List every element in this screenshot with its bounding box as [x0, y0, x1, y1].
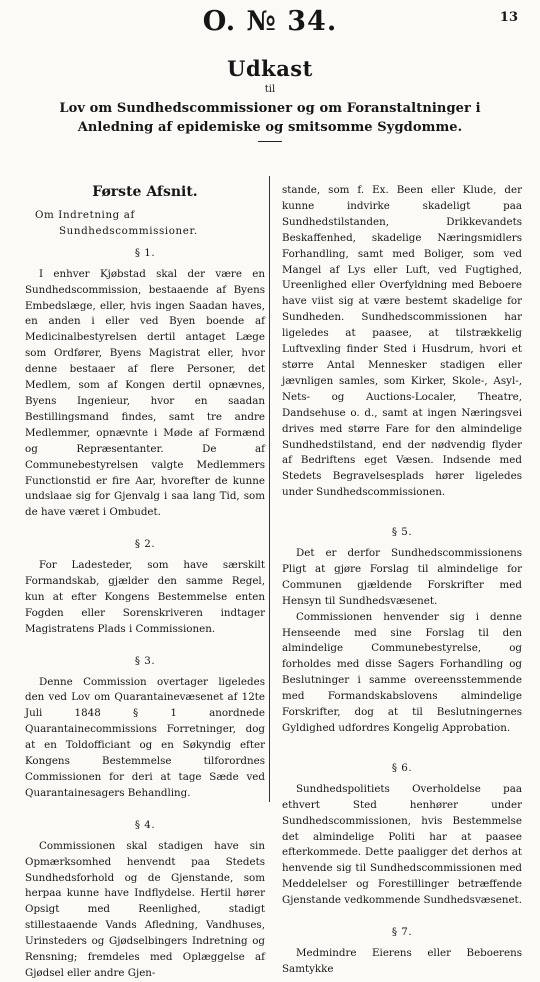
section-number: § 7.: [391, 926, 413, 939]
section-block: [25, 638, 265, 802]
paragraph: I enhver Kjøbstad skal der være en Sundhedscommission, bestaaende af Byens Embedslæge, eller, hvis ingen Saadan haves, en anden i eller ved Byen boende af Medicinalbestyrelsen dertil antaget Læge som Ordfører, Byens Magistrat eller, hvor denne bestaaer af flere Personer, det Medlem, som af Kongen dertil opnævnes, Byens Ingenieur, hvor en saadan Bestillingsmand findes, samt tre andre Medlemmer, opnævnte i Møde af Formænd og Repræsentanter. De af Communebestyrelsen valgte Medlemmers Functionstid er fire Aar, hvorefter de kunne undslaae sig for Gjenvalg i saa lang Tid, som de have været i Ombudet.: [25, 267, 265, 519]
section-block: [282, 909, 522, 978]
page-number: 13: [499, 10, 518, 25]
section-gap: [25, 802, 265, 812]
section-block: [25, 521, 265, 637]
part-heading: Om Indretning af Sundhedscommissioner.: [35, 209, 198, 237]
section-block: [282, 501, 522, 737]
paragraph: Sundhedspolitiets Overholdelse paa ethvert Sted henhører under Sundhedscommissionen, hvis Bestemmelse det almindelige Politi har at paasee efterkommede. Dette paaligger det derhos at henvende sig til Sundhedscommissionen med Meddelelser og Forestillinger betræffende Gjenstande vedkommende Sundhedsvæsenet.: [282, 782, 522, 907]
section-block: [282, 183, 522, 501]
paragraph: Commissionen skal stadigen have sin Opmærksomhed henvendt paa Stedets Sundhedsforhold og de Gjenstande, som herpaa kunne have Indflydelse. Hertil hører Opsigt med Reenlighed, stadigt stillestaaende Vands Afledning, Vandhuses, Urinsteders og Gjødselbingers Indretning og Rensning; fremdeles med Oplæggelse af Gjødsel eller andre Gjen-: [25, 839, 265, 979]
section-gap: [282, 909, 522, 919]
section-gap: [25, 638, 265, 648]
section-block: [282, 737, 522, 909]
paragraph: Denne Commission overtager ligeledes den ved Lov om Quarantainevæsenet af 12te Juli 1848 § 1 anordnede Quarantainecommissions Forretninger, dog at en Toldofficiant og en Søkyndig efter Kongens Bestemmelse tilforordnes Commissionen for deri at tage Sæde ved Quarantainesagers Behandling.: [25, 675, 265, 799]
column-divider: [269, 176, 270, 802]
paragraph: Det er derfor Sundhedscommissionens Pligt at gjøre Forslag til almindelige for Communen gjældende Forskrifter med Hensyn til Sundhedsvæsenet.: [282, 547, 522, 607]
section-block: [25, 802, 265, 982]
part-label: Første Afsnit.: [92, 184, 198, 200]
document-subtitle: Lov om Sundhedscommissioner og om Foranstaltninger i Anledning af epidemiske og smitsomme Sygdomme.: [59, 101, 481, 135]
paragraph: stande, som f. Ex. Been eller Klude, der kunne indvirke skadeligt paa Sundhedstilstanden, Drikkevandets Beskaffenhed, skadelige Næringsmidlers Forhandling, samt med Boliger, som ved Mangel af Lys eller Luft, ved Fugtighed, Ureenlighed eller Overfyldning med Beboere have viist sig at være bestemt skadelige for Sundheden. Sundhedscommissionen har ligeledes at paasee, at tilstrækkelig Luftvexling finder Sted i Husdrum, hvori et større Antal Mennesker stadigen eller jævnligen samles, som Kirker, Skole-, Asyl-, Nets- og Auctions-Localer, Theatre, Dandsehuse o. d., samt at ingen Næringsvei drives med større Fare for den almindelige Sundhedstilstand, end der nødvendig flyder af Bedriftens eget Væsen. Indsende med Stedets Begravelsesplads hører ligeledes under Sundhedscommissionen.: [282, 184, 522, 499]
left-column: [25, 180, 265, 982]
section-gap: [282, 737, 522, 755]
right-column: [282, 183, 522, 978]
section-number: § 3.: [134, 654, 156, 667]
title-connector: til: [264, 84, 276, 95]
paragraph: For Ladesteder, som have særskilt Formandskab, gjælder den samme Regel, kun at efter Kongens Bestemmelse enten Fogden eller Sorenskriveren indtager Magistratens Plads i Commissionen.: [25, 559, 265, 635]
document-number: O. № 34.: [202, 6, 338, 37]
section-number: § 5.: [391, 526, 413, 539]
paragraph: Medmindre Eierens eller Beboerens Samtykke: [282, 946, 522, 975]
section-number: § 4.: [134, 818, 156, 831]
section-gap: [25, 521, 265, 531]
paragraph: Commissionen henvender sig i denne Henseende med sine Forslag til den almindelige Communebestyrelse, og forholdes med disse Sagers Forhandling og Beslutninger i samme overeensstemmende med Formandskabslovens almindelige Forskrifter, dog at til Beslutningernes Gyldighed udfordres Kongelig Approbation.: [282, 610, 522, 734]
section-number: § 1.: [134, 246, 156, 259]
section-block: [25, 246, 265, 521]
document-title: Udkast: [227, 56, 313, 81]
title-rule: [258, 141, 282, 142]
section-number: § 2.: [134, 538, 156, 551]
section-gap: [282, 501, 522, 519]
section-number: § 6.: [391, 761, 413, 774]
